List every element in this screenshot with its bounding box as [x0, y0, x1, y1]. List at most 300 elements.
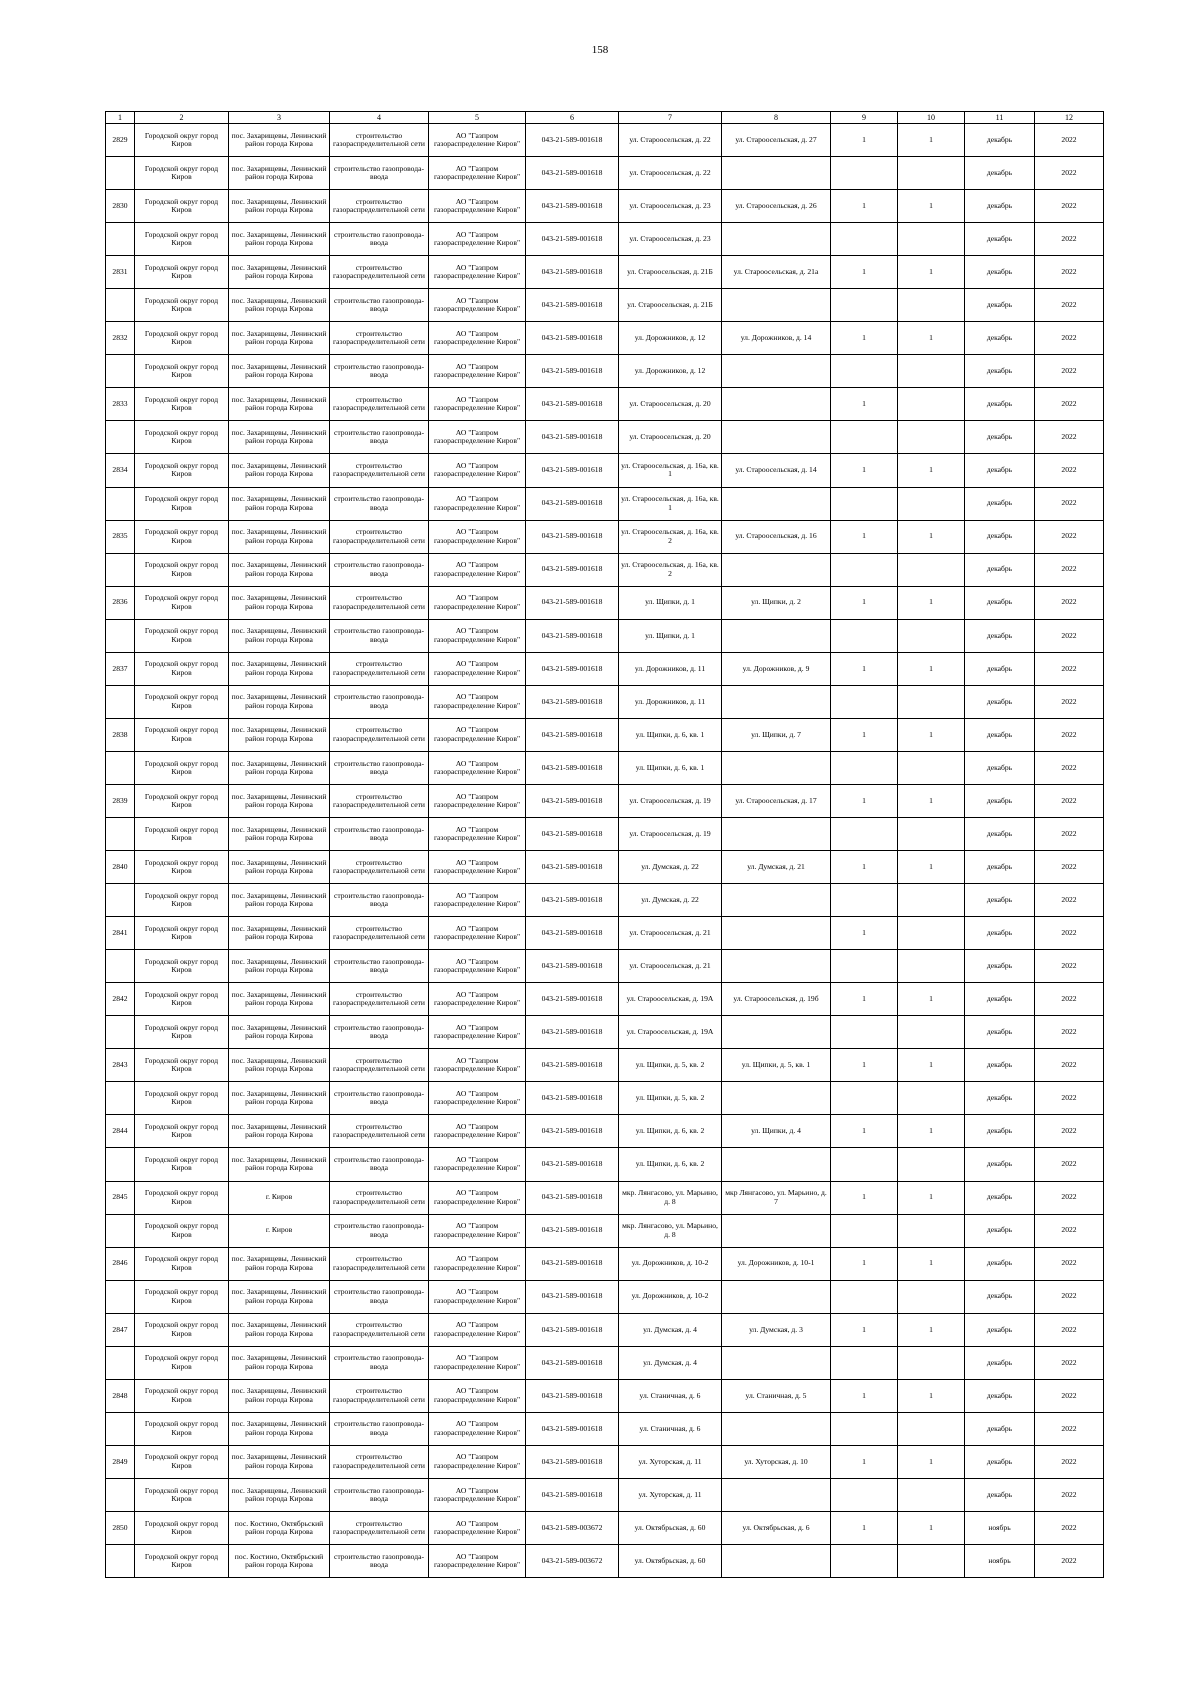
cell-district: Городской округ город Киров [135, 1016, 229, 1049]
cell-location: пос. Захарищевы, Ленинский район города Кирова [229, 190, 330, 223]
cell-work-type: строительство газопровода-ввода [330, 1016, 429, 1049]
cell-number [106, 223, 135, 256]
cell-address-2 [722, 950, 831, 983]
cell-year: 2022 [1035, 784, 1104, 817]
cell-district: Городской округ город Киров [135, 1379, 229, 1412]
cell-month: декабрь [965, 718, 1035, 751]
cell-month: декабрь [965, 1280, 1035, 1313]
cell-col-9: 1 [831, 190, 898, 223]
cell-month: декабрь [965, 619, 1035, 652]
cell-work-type: строительство газораспределительной сети [330, 1379, 429, 1412]
cell-district: Городской округ город Киров [135, 355, 229, 388]
cell-location: пос. Захарищевы, Ленинский район города Кирова [229, 817, 330, 850]
cell-organization: АО "Газпром газораспределение Киров" [429, 784, 526, 817]
cell-col-9 [831, 421, 898, 454]
cell-work-type: строительство газораспределительной сети [330, 1049, 429, 1082]
cell-col-10: 1 [898, 718, 965, 751]
table-row [106, 157, 1104, 190]
cell-address: ул. Староосельская, д. 22 [619, 157, 722, 190]
cell-col-10 [898, 355, 965, 388]
cell-address: ул. Дорожников, д. 11 [619, 685, 722, 718]
cell-object-id: 043-21-589-001618 [526, 256, 619, 289]
cell-object-id: 043-21-589-001618 [526, 851, 619, 884]
cell-col-9: 1 [831, 454, 898, 487]
cell-col-9: 1 [831, 1115, 898, 1148]
cell-object-id: 043-21-589-001618 [526, 1346, 619, 1379]
cell-address: ул. Думская, д. 22 [619, 884, 722, 917]
cell-work-type: строительство газопровода-ввода [330, 355, 429, 388]
cell-organization: АО "Газпром газораспределение Киров" [429, 388, 526, 421]
cell-col-10: 1 [898, 322, 965, 355]
cell-address: ул. Староосельская, д. 20 [619, 388, 722, 421]
cell-district: Городской округ город Киров [135, 553, 229, 586]
cell-col-9 [831, 619, 898, 652]
cell-col-9: 1 [831, 586, 898, 619]
cell-work-type: строительство газораспределительной сети [330, 256, 429, 289]
cell-col-9 [831, 950, 898, 983]
table-row [106, 553, 1104, 586]
cell-address: ул. Староосельская, д. 23 [619, 190, 722, 223]
cell-address: ул. Щипки, д. 6, кв. 1 [619, 718, 722, 751]
cell-number [106, 884, 135, 917]
table-row [106, 784, 1104, 817]
cell-month: декабрь [965, 851, 1035, 884]
cell-address-2 [722, 917, 831, 950]
cell-address-2 [722, 1478, 831, 1511]
cell-col-9 [831, 685, 898, 718]
cell-month: декабрь [965, 1247, 1035, 1280]
cell-object-id: 043-21-589-001618 [526, 586, 619, 619]
cell-work-type: строительство газораспределительной сети [330, 1181, 429, 1214]
cell-address-2 [722, 355, 831, 388]
cell-address: ул. Октябрьская, д. 60 [619, 1545, 722, 1578]
cell-object-id: 043-21-589-001618 [526, 950, 619, 983]
cell-object-id: 043-21-589-001618 [526, 190, 619, 223]
cell-year: 2022 [1035, 388, 1104, 421]
table-row [106, 520, 1104, 553]
cell-year: 2022 [1035, 553, 1104, 586]
cell-district: Городской округ город Киров [135, 1511, 229, 1544]
cell-year: 2022 [1035, 652, 1104, 685]
cell-address-2: ул. Щипки, д. 5, кв. 1 [722, 1049, 831, 1082]
col-header-10: 10 [898, 112, 965, 124]
cell-object-id: 043-21-589-001618 [526, 685, 619, 718]
cell-location: пос. Захарищевы, Ленинский район города Кирова [229, 454, 330, 487]
cell-address: ул. Щипки, д. 6, кв. 2 [619, 1115, 722, 1148]
cell-organization: АО "Газпром газораспределение Киров" [429, 950, 526, 983]
cell-district: Городской округ город Киров [135, 1082, 229, 1115]
cell-address: мкр. Лянгасово, ул. Марьино, д. 8 [619, 1214, 722, 1247]
cell-number: 2838 [106, 718, 135, 751]
cell-number [106, 355, 135, 388]
cell-col-9 [831, 1346, 898, 1379]
cell-col-9: 1 [831, 652, 898, 685]
table-row [106, 1545, 1104, 1578]
cell-object-id: 043-21-589-001618 [526, 1214, 619, 1247]
cell-year: 2022 [1035, 1280, 1104, 1313]
cell-col-10 [898, 751, 965, 784]
cell-district: Городской округ город Киров [135, 487, 229, 520]
cell-col-10 [898, 157, 965, 190]
cell-location: пос. Захарищевы, Ленинский район города Кирова [229, 1445, 330, 1478]
cell-col-10: 1 [898, 983, 965, 1016]
table-row [106, 1214, 1104, 1247]
cell-location: пос. Захарищевы, Ленинский район города Кирова [229, 355, 330, 388]
cell-object-id: 043-21-589-001618 [526, 619, 619, 652]
cell-object-id: 043-21-589-001618 [526, 784, 619, 817]
cell-organization: АО "Газпром газораспределение Киров" [429, 685, 526, 718]
header-row [106, 112, 1104, 124]
cell-number [106, 1478, 135, 1511]
cell-district: Городской округ город Киров [135, 685, 229, 718]
cell-col-10 [898, 289, 965, 322]
cell-organization: АО "Газпром газораспределение Киров" [429, 1082, 526, 1115]
cell-col-10 [898, 487, 965, 520]
cell-address: ул. Староосельская, д. 20 [619, 421, 722, 454]
cell-col-10: 1 [898, 1181, 965, 1214]
cell-col-9 [831, 157, 898, 190]
table-row [106, 1181, 1104, 1214]
cell-address: ул. Станичная, д. 6 [619, 1412, 722, 1445]
table-row [106, 1049, 1104, 1082]
cell-month: декабрь [965, 289, 1035, 322]
cell-month: декабрь [965, 124, 1035, 157]
cell-month: декабрь [965, 520, 1035, 553]
cell-year: 2022 [1035, 256, 1104, 289]
cell-district: Городской округ город Киров [135, 784, 229, 817]
cell-month: декабрь [965, 1214, 1035, 1247]
cell-year: 2022 [1035, 983, 1104, 1016]
cell-district: Городской округ город Киров [135, 124, 229, 157]
cell-object-id: 043-21-589-001618 [526, 751, 619, 784]
cell-work-type: строительство газопровода-ввода [330, 1346, 429, 1379]
cell-work-type: строительство газораспределительной сети [330, 1115, 429, 1148]
cell-year: 2022 [1035, 1148, 1104, 1181]
cell-organization: АО "Газпром газораспределение Киров" [429, 1049, 526, 1082]
cell-work-type: строительство газопровода-ввода [330, 751, 429, 784]
cell-year: 2022 [1035, 1346, 1104, 1379]
cell-year: 2022 [1035, 1379, 1104, 1412]
cell-month: декабрь [965, 1181, 1035, 1214]
cell-month: декабрь [965, 652, 1035, 685]
cell-address-2 [722, 685, 831, 718]
cell-col-10: 1 [898, 190, 965, 223]
cell-col-9 [831, 355, 898, 388]
cell-organization: АО "Газпром газораспределение Киров" [429, 1148, 526, 1181]
cell-address: ул. Староосельская, д. 19 [619, 784, 722, 817]
cell-number: 2830 [106, 190, 135, 223]
cell-address: ул. Дорожников, д. 12 [619, 322, 722, 355]
cell-address: ул. Староосельская, д. 16а, кв. 2 [619, 520, 722, 553]
cell-work-type: строительство газораспределительной сети [330, 322, 429, 355]
cell-organization: АО "Газпром газораспределение Киров" [429, 718, 526, 751]
cell-year: 2022 [1035, 1247, 1104, 1280]
cell-object-id: 043-21-589-001618 [526, 124, 619, 157]
cell-address: ул. Хуторская, д. 11 [619, 1445, 722, 1478]
table-row [106, 1412, 1104, 1445]
cell-district: Городской округ город Киров [135, 190, 229, 223]
cell-number [106, 1082, 135, 1115]
cell-district: Городской округ город Киров [135, 1478, 229, 1511]
cell-object-id: 043-21-589-001618 [526, 355, 619, 388]
cell-location: пос. Захарищевы, Ленинский район города Кирова [229, 388, 330, 421]
cell-col-10 [898, 421, 965, 454]
cell-organization: АО "Газпром газораспределение Киров" [429, 652, 526, 685]
table-row [106, 685, 1104, 718]
col-header-3: 3 [229, 112, 330, 124]
col-header-9: 9 [831, 112, 898, 124]
cell-object-id: 043-21-589-001618 [526, 1016, 619, 1049]
table-row [106, 355, 1104, 388]
table-row [106, 983, 1104, 1016]
cell-number: 2832 [106, 322, 135, 355]
cell-month: декабрь [965, 1148, 1035, 1181]
cell-work-type: строительство газопровода-ввода [330, 289, 429, 322]
cell-address-2 [722, 487, 831, 520]
cell-district: Городской округ город Киров [135, 520, 229, 553]
registry-table [105, 111, 1104, 1578]
cell-organization: АО "Газпром газораспределение Киров" [429, 1181, 526, 1214]
cell-address: ул. Дорожников, д. 12 [619, 355, 722, 388]
cell-address-2 [722, 223, 831, 256]
table-row [106, 1379, 1104, 1412]
cell-col-10: 1 [898, 256, 965, 289]
cell-organization: АО "Газпром газораспределение Киров" [429, 1313, 526, 1346]
cell-address-2: ул. Староосельская, д. 21а [722, 256, 831, 289]
cell-month: декабрь [965, 1115, 1035, 1148]
cell-address: ул. Хуторская, д. 11 [619, 1478, 722, 1511]
table-row [106, 421, 1104, 454]
cell-address: мкр. Лянгасово, ул. Марьино, д. 8 [619, 1181, 722, 1214]
cell-col-10 [898, 1214, 965, 1247]
cell-month: декабрь [965, 950, 1035, 983]
cell-number [106, 817, 135, 850]
cell-month: декабрь [965, 917, 1035, 950]
cell-organization: АО "Газпром газораспределение Киров" [429, 619, 526, 652]
cell-address-2 [722, 751, 831, 784]
cell-location: пос. Захарищевы, Ленинский район города Кирова [229, 619, 330, 652]
cell-address-2: ул. Станичная, д. 5 [722, 1379, 831, 1412]
cell-district: Городской округ город Киров [135, 619, 229, 652]
cell-organization: АО "Газпром газораспределение Киров" [429, 322, 526, 355]
cell-col-10 [898, 1412, 965, 1445]
cell-address-2 [722, 1016, 831, 1049]
cell-number [106, 685, 135, 718]
table-row [106, 1478, 1104, 1511]
cell-district: Городской округ город Киров [135, 586, 229, 619]
cell-object-id: 043-21-589-001618 [526, 1412, 619, 1445]
cell-address-2 [722, 1082, 831, 1115]
cell-district: Городской округ город Киров [135, 851, 229, 884]
cell-object-id: 043-21-589-001618 [526, 1115, 619, 1148]
cell-district: Городской округ город Киров [135, 718, 229, 751]
cell-address-2: ул. Хуторская, д. 10 [722, 1445, 831, 1478]
cell-address-2: ул. Щипки, д. 2 [722, 586, 831, 619]
cell-year: 2022 [1035, 586, 1104, 619]
cell-location: пос. Захарищевы, Ленинский район города Кирова [229, 1148, 330, 1181]
cell-work-type: строительство газораспределительной сети [330, 190, 429, 223]
cell-col-9: 1 [831, 388, 898, 421]
cell-work-type: строительство газопровода-ввода [330, 950, 429, 983]
cell-location: пос. Захарищевы, Ленинский район города Кирова [229, 553, 330, 586]
cell-district: Городской округ город Киров [135, 1545, 229, 1578]
cell-month: декабрь [965, 553, 1035, 586]
cell-object-id: 043-21-589-001618 [526, 983, 619, 1016]
cell-col-9: 1 [831, 917, 898, 950]
cell-organization: АО "Газпром газораспределение Киров" [429, 817, 526, 850]
cell-district: Городской округ город Киров [135, 388, 229, 421]
table-row [106, 1280, 1104, 1313]
cell-object-id: 043-21-589-001618 [526, 454, 619, 487]
cell-location: пос. Захарищевы, Ленинский район города Кирова [229, 884, 330, 917]
cell-work-type: строительство газораспределительной сети [330, 1247, 429, 1280]
cell-col-9 [831, 1280, 898, 1313]
cell-year: 2022 [1035, 718, 1104, 751]
cell-district: Городской округ город Киров [135, 1445, 229, 1478]
cell-year: 2022 [1035, 1545, 1104, 1578]
cell-object-id: 043-21-589-001618 [526, 157, 619, 190]
table-row [106, 652, 1104, 685]
cell-location: пос. Захарищевы, Ленинский район города Кирова [229, 256, 330, 289]
cell-object-id: 043-21-589-001618 [526, 817, 619, 850]
cell-address: ул. Октябрьская, д. 60 [619, 1511, 722, 1544]
cell-address-2: ул. Дорожников, д. 14 [722, 322, 831, 355]
col-header-5: 5 [429, 112, 526, 124]
cell-work-type: строительство газораспределительной сети [330, 124, 429, 157]
cell-year: 2022 [1035, 223, 1104, 256]
table-row [106, 223, 1104, 256]
col-header-12: 12 [1035, 112, 1104, 124]
cell-location: пос. Костино, Октябрьский район города Кирова [229, 1511, 330, 1544]
table-row [106, 1247, 1104, 1280]
cell-object-id: 043-21-589-001618 [526, 1181, 619, 1214]
cell-address-2 [722, 884, 831, 917]
cell-location: пос. Захарищевы, Ленинский район города Кирова [229, 1247, 330, 1280]
cell-location: пос. Захарищевы, Ленинский район города Кирова [229, 487, 330, 520]
cell-location: пос. Захарищевы, Ленинский район города Кирова [229, 1280, 330, 1313]
cell-col-10 [898, 553, 965, 586]
cell-month: декабрь [965, 487, 1035, 520]
cell-district: Городской округ город Киров [135, 652, 229, 685]
cell-location: пос. Захарищевы, Ленинский район города Кирова [229, 983, 330, 1016]
cell-col-10: 1 [898, 1313, 965, 1346]
cell-year: 2022 [1035, 1478, 1104, 1511]
table-row [106, 884, 1104, 917]
cell-address-2: ул. Староосельская, д. 16 [722, 520, 831, 553]
cell-district: Городской округ город Киров [135, 421, 229, 454]
cell-location: пос. Захарищевы, Ленинский район города Кирова [229, 1016, 330, 1049]
cell-work-type: строительство газораспределительной сети [330, 851, 429, 884]
cell-address-2: ул. Староосельская, д. 14 [722, 454, 831, 487]
cell-month: декабрь [965, 784, 1035, 817]
cell-address: ул. Староосельская, д. 19 [619, 817, 722, 850]
cell-year: 2022 [1035, 1016, 1104, 1049]
cell-location: пос. Захарищевы, Ленинский район города Кирова [229, 520, 330, 553]
cell-organization: АО "Газпром газораспределение Киров" [429, 1545, 526, 1578]
cell-address-2: ул. Староосельская, д. 27 [722, 124, 831, 157]
cell-year: 2022 [1035, 190, 1104, 223]
cell-location: пос. Костино, Октябрьский район города Кирова [229, 1545, 330, 1578]
cell-col-10 [898, 685, 965, 718]
cell-col-9 [831, 487, 898, 520]
cell-address-2: ул. Октябрьская, д. 6 [722, 1511, 831, 1544]
cell-district: Городской округ город Киров [135, 1412, 229, 1445]
cell-address: ул. Дорожников, д. 10-2 [619, 1247, 722, 1280]
cell-location: пос. Захарищевы, Ленинский район города Кирова [229, 1346, 330, 1379]
cell-col-10: 1 [898, 652, 965, 685]
cell-work-type: строительство газораспределительной сети [330, 784, 429, 817]
cell-month: декабрь [965, 223, 1035, 256]
cell-location: пос. Захарищевы, Ленинский район города Кирова [229, 652, 330, 685]
table-row [106, 322, 1104, 355]
cell-month: декабрь [965, 586, 1035, 619]
cell-number: 2829 [106, 124, 135, 157]
cell-year: 2022 [1035, 1313, 1104, 1346]
cell-year: 2022 [1035, 1049, 1104, 1082]
cell-number [106, 1148, 135, 1181]
cell-object-id: 043-21-589-001618 [526, 487, 619, 520]
cell-col-9: 1 [831, 1511, 898, 1544]
cell-number [106, 1016, 135, 1049]
page-number: 158 [591, 44, 609, 56]
cell-col-10: 1 [898, 520, 965, 553]
cell-district: Городской округ город Киров [135, 884, 229, 917]
cell-address-2 [722, 1346, 831, 1379]
cell-district: Городской округ город Киров [135, 157, 229, 190]
cell-district: Городской округ город Киров [135, 1346, 229, 1379]
cell-address: ул. Староосельская, д. 16а, кв. 2 [619, 553, 722, 586]
cell-col-9 [831, 223, 898, 256]
cell-address: ул. Староосельская, д. 23 [619, 223, 722, 256]
table-row [106, 1346, 1104, 1379]
cell-location: пос. Захарищевы, Ленинский район города Кирова [229, 289, 330, 322]
cell-address-2 [722, 1545, 831, 1578]
cell-location: пос. Захарищевы, Ленинский район города Кирова [229, 1313, 330, 1346]
cell-number: 2848 [106, 1379, 135, 1412]
cell-work-type: строительство газопровода-ввода [330, 685, 429, 718]
cell-organization: АО "Газпром газораспределение Киров" [429, 1511, 526, 1544]
cell-organization: АО "Газпром газораспределение Киров" [429, 983, 526, 1016]
cell-organization: АО "Газпром газораспределение Киров" [429, 1016, 526, 1049]
cell-address-2 [722, 1214, 831, 1247]
cell-work-type: строительство газопровода-ввода [330, 884, 429, 917]
cell-location: пос. Захарищевы, Ленинский район города Кирова [229, 917, 330, 950]
table-row [106, 124, 1104, 157]
cell-district: Городской округ город Киров [135, 1115, 229, 1148]
table-row [106, 487, 1104, 520]
cell-district: Городской округ город Киров [135, 983, 229, 1016]
cell-year: 2022 [1035, 1511, 1104, 1544]
cell-object-id: 043-21-589-001618 [526, 1280, 619, 1313]
table-row [106, 289, 1104, 322]
cell-object-id: 043-21-589-001618 [526, 1379, 619, 1412]
cell-organization: АО "Газпром газораспределение Киров" [429, 586, 526, 619]
cell-year: 2022 [1035, 355, 1104, 388]
cell-address-2 [722, 817, 831, 850]
cell-organization: АО "Газпром газораспределение Киров" [429, 223, 526, 256]
cell-month: декабрь [965, 388, 1035, 421]
table-row [106, 1445, 1104, 1478]
cell-organization: АО "Газпром газораспределение Киров" [429, 355, 526, 388]
cell-work-type: строительство газопровода-ввода [330, 619, 429, 652]
cell-month: ноябрь [965, 1545, 1035, 1578]
cell-object-id: 043-21-589-001618 [526, 223, 619, 256]
cell-number [106, 751, 135, 784]
cell-object-id: 043-21-589-001618 [526, 388, 619, 421]
cell-col-10: 1 [898, 586, 965, 619]
cell-district: Городской округ город Киров [135, 256, 229, 289]
cell-location: пос. Захарищевы, Ленинский район города Кирова [229, 851, 330, 884]
